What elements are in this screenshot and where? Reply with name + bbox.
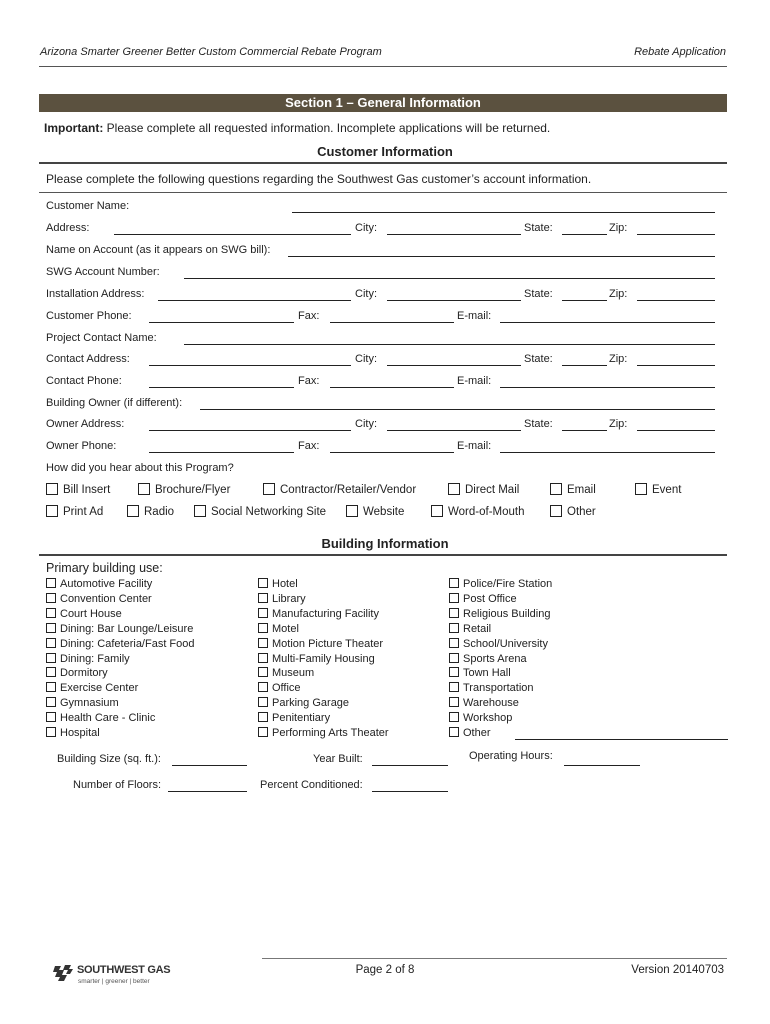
- building-use-gymnasium[interactable]: [46, 696, 119, 711]
- building-use-parking-garage[interactable]: [258, 696, 349, 711]
- building-use-exercise-center[interactable]: [46, 681, 138, 696]
- address-field[interactable]: [114, 234, 351, 237]
- checkbox[interactable]: [46, 578, 56, 588]
- operating-hours-field[interactable]: [564, 765, 640, 768]
- logo-name: SOUTHWEST GAS: [77, 964, 171, 976]
- name-on-account-field[interactable]: [288, 256, 715, 259]
- project-contact-label: Project Contact Name:: [46, 332, 157, 344]
- swg-account-field[interactable]: [184, 278, 715, 281]
- checkbox[interactable]: [449, 727, 459, 737]
- customer-email-field[interactable]: [500, 322, 715, 325]
- operating-hours-label: Operating Hours:: [469, 750, 553, 762]
- building-use-manufacturing-facility[interactable]: [258, 607, 379, 622]
- state-label: State:: [524, 222, 553, 234]
- owner-phone-label: Owner Phone:: [46, 440, 117, 452]
- address-label: Address:: [46, 222, 90, 234]
- building-use-label: Multi-Family Housing: [272, 652, 375, 665]
- contact-phone-label: Contact Phone:: [46, 375, 122, 387]
- logo-tagline: smarter | greener | better: [78, 978, 150, 985]
- building-rule: [39, 554, 727, 556]
- percent-conditioned-label: Percent Conditioned:: [260, 779, 363, 791]
- installation-city-field[interactable]: [387, 300, 521, 303]
- checkbox[interactable]: [46, 608, 56, 618]
- contact-zip-field[interactable]: [637, 365, 715, 368]
- checkbox[interactable]: [46, 483, 58, 495]
- header-rule: [39, 66, 727, 67]
- version: Version 20140703: [631, 964, 724, 976]
- primary-use-label: Primary building use:: [46, 561, 163, 575]
- building-use-label: Automotive Facility: [60, 578, 153, 590]
- building-use-penitentiary[interactable]: [258, 711, 330, 726]
- contact-zip-label: Zip:: [609, 353, 628, 365]
- contact-city-label: City:: [355, 353, 377, 365]
- hear-option-event[interactable]: Event: [635, 483, 681, 496]
- contact-email-field[interactable]: [500, 387, 715, 390]
- checkbox[interactable]: [258, 712, 268, 722]
- building-use-label: Penitentiary: [272, 712, 331, 725]
- building-use-court-house[interactable]: [46, 607, 122, 622]
- project-contact-field[interactable]: [184, 344, 715, 347]
- owner-state-field[interactable]: [562, 430, 607, 433]
- checkbox[interactable]: [46, 623, 56, 633]
- building-owner-label: Building Owner (if different):: [46, 397, 183, 409]
- contact-fax-field[interactable]: [330, 387, 454, 390]
- building-use-label: School/University: [463, 637, 548, 650]
- building-use-label: Post Office: [463, 592, 517, 605]
- owner-zip-field[interactable]: [637, 430, 715, 433]
- building-use-label: Retail: [463, 622, 492, 635]
- building-use-health-care-clinic[interactable]: [46, 711, 155, 726]
- customer-fax-label: Fax:: [298, 310, 320, 322]
- checkbox[interactable]: [46, 727, 56, 737]
- checkbox[interactable]: [258, 667, 268, 677]
- building-use-label: Museum: [272, 667, 315, 680]
- hear-question: How did you hear about this Program?: [46, 462, 234, 474]
- page-number: Page 2 of 8: [355, 964, 415, 976]
- year-built-label: Year Built:: [313, 753, 363, 765]
- building-use-dormitory[interactable]: [46, 666, 108, 681]
- checkbox[interactable]: [258, 593, 268, 603]
- contact-email-label: E-mail:: [457, 375, 492, 387]
- checkbox[interactable]: [258, 638, 268, 648]
- year-built-field[interactable]: [372, 765, 448, 768]
- building-use-post-office[interactable]: [449, 592, 517, 607]
- building-use-label: Performing Arts Theater: [272, 727, 389, 739]
- building-size-label: Building Size (sq. ft.):: [57, 753, 161, 765]
- building-use-performing-arts-theater[interactable]: [258, 726, 389, 741]
- program-title: Arizona Smarter Greener Better Custom Commercial Rebate Program: [40, 46, 382, 58]
- checkbox[interactable]: [449, 578, 459, 588]
- building-use-label: Sports Arena: [463, 652, 527, 665]
- contact-fax-label: Fax:: [298, 375, 320, 387]
- hear-option-print-ad[interactable]: Print Ad: [46, 505, 103, 518]
- building-use-dining-family[interactable]: [46, 652, 130, 667]
- building-use-label: Transportation: [463, 682, 534, 695]
- building-owner-field[interactable]: [200, 409, 715, 412]
- owner-fax-field[interactable]: [330, 452, 454, 455]
- building-use-label: Police/Fire Station: [463, 578, 553, 590]
- contact-city-field[interactable]: [387, 365, 521, 368]
- customer-name-label: Customer Name:: [46, 200, 130, 212]
- customer-email-label: E-mail:: [457, 310, 492, 322]
- building-use-automotive-facility[interactable]: [46, 577, 152, 592]
- building-use-school-university[interactable]: [449, 637, 548, 652]
- building-use-office[interactable]: [258, 681, 301, 696]
- important-label: Important:: [44, 121, 104, 135]
- zip-field[interactable]: [637, 234, 715, 237]
- city-field[interactable]: [387, 234, 521, 237]
- hear-option-website[interactable]: Website: [346, 505, 404, 518]
- owner-fax-label: Fax:: [298, 440, 320, 452]
- building-use-label: Convention Center: [60, 592, 152, 605]
- name-on-account-label: Name on Account (as it appears on SWG bill):: [46, 244, 271, 256]
- building-use-motion-picture-theater[interactable]: [258, 637, 383, 652]
- building-use-label: Dormitory: [60, 667, 108, 680]
- checkbox[interactable]: [46, 712, 56, 722]
- building-use-workshop[interactable]: [449, 711, 512, 726]
- hear-option-brochure[interactable]: Brochure/Flyer: [138, 483, 230, 496]
- checkbox[interactable]: [258, 608, 268, 618]
- owner-city-label: City:: [355, 418, 377, 430]
- building-use-other-field[interactable]: [515, 739, 728, 742]
- contact-phone-field[interactable]: [149, 387, 294, 390]
- building-use-dining-cafeteria-fast-food[interactable]: [46, 637, 195, 652]
- building-use-hotel[interactable]: [258, 577, 298, 592]
- document-title: Rebate Application: [634, 46, 726, 58]
- building-use-label: Parking Garage: [272, 697, 350, 710]
- building-use-multi-family-housing[interactable]: [258, 652, 375, 667]
- hear-option-other[interactable]: Other: [550, 505, 596, 518]
- building-use-religious-building[interactable]: [449, 607, 550, 622]
- percent-conditioned-field[interactable]: [372, 791, 448, 794]
- building-use-label: Health Care - Clinic: [60, 712, 156, 725]
- building-use-label: Other: [463, 727, 491, 739]
- checkbox[interactable]: [46, 697, 56, 707]
- building-use-label: Court House: [60, 607, 122, 620]
- building-use-label: Exercise Center: [60, 682, 139, 695]
- building-use-label: Religious Building: [463, 607, 551, 620]
- building-use-convention-center[interactable]: [46, 592, 152, 607]
- checkbox[interactable]: [346, 505, 358, 517]
- checkbox[interactable]: [258, 697, 268, 707]
- building-use-museum[interactable]: [258, 666, 314, 681]
- floors-label: Number of Floors:: [73, 779, 162, 791]
- checkbox[interactable]: [635, 483, 647, 495]
- checkbox[interactable]: [449, 712, 459, 722]
- building-use-warehouse[interactable]: [449, 696, 519, 711]
- checkbox[interactable]: [550, 505, 562, 517]
- checkbox[interactable]: [449, 697, 459, 707]
- installation-zip-field[interactable]: [637, 300, 715, 303]
- checkbox[interactable]: [194, 505, 206, 517]
- building-use-retail[interactable]: [449, 622, 491, 637]
- building-use-library[interactable]: [258, 592, 306, 607]
- building-use-dining-bar-lounge-leisure[interactable]: [46, 622, 193, 637]
- checkbox[interactable]: [258, 682, 268, 692]
- building-size-field[interactable]: [172, 765, 247, 768]
- owner-email-field[interactable]: [500, 452, 715, 455]
- owner-state-label: State:: [524, 418, 553, 430]
- checkbox[interactable]: [449, 667, 459, 677]
- checkbox[interactable]: [550, 483, 562, 495]
- building-use-label: Gymnasium: [60, 697, 119, 710]
- checkbox[interactable]: [449, 608, 459, 618]
- checkbox[interactable]: [263, 483, 275, 495]
- hear-option-contractor[interactable]: Contractor/Retailer/Vendor: [263, 483, 416, 496]
- building-use-label: Warehouse: [463, 697, 519, 710]
- contact-address-label: Contact Address:: [46, 353, 130, 365]
- building-use-sports-arena[interactable]: [449, 652, 527, 667]
- owner-address-field[interactable]: [149, 430, 351, 433]
- installation-state-label: State:: [524, 288, 553, 300]
- owner-address-label: Owner Address:: [46, 418, 125, 430]
- building-use-label: Dining: Bar Lounge/Leisure: [60, 622, 194, 635]
- customer-rule-top: [39, 162, 727, 164]
- owner-email-label: E-mail:: [457, 440, 492, 452]
- hear-option-social[interactable]: Social Networking Site: [194, 505, 326, 518]
- checkbox[interactable]: [46, 682, 56, 692]
- building-use-label: Dining: Family: [60, 652, 130, 665]
- checkbox[interactable]: [46, 638, 56, 648]
- important-text: Please complete all requested information. Incomplete applications will be returned.: [106, 121, 551, 135]
- zip-label: Zip:: [609, 222, 628, 234]
- installation-city-label: City:: [355, 288, 377, 300]
- checkbox[interactable]: [431, 505, 443, 517]
- customer-fax-field[interactable]: [330, 322, 454, 325]
- hear-option-bill-insert[interactable]: Bill Insert: [46, 483, 110, 496]
- building-use-label: Hotel: [272, 578, 298, 590]
- building-info-title: Building Information: [321, 536, 449, 551]
- contact-state-label: State:: [524, 353, 553, 365]
- installation-zip-label: Zip:: [609, 288, 628, 300]
- checkbox[interactable]: [449, 593, 459, 603]
- building-use-motel[interactable]: [258, 622, 299, 637]
- checkbox[interactable]: [449, 682, 459, 692]
- customer-phone-field[interactable]: [149, 322, 294, 325]
- important-note: [44, 121, 550, 135]
- checkbox[interactable]: [46, 593, 56, 603]
- hear-option-email[interactable]: Email: [550, 483, 596, 496]
- checkbox[interactable]: [127, 505, 139, 517]
- checkbox[interactable]: [449, 638, 459, 648]
- installation-state-field[interactable]: [562, 300, 607, 303]
- city-label: City:: [355, 222, 377, 234]
- footer-rule: [262, 958, 727, 959]
- owner-zip-label: Zip:: [609, 418, 628, 430]
- customer-phone-label: Customer Phone:: [46, 310, 132, 322]
- checkbox[interactable]: [258, 653, 268, 663]
- hear-option-word-of-mouth[interactable]: Word-of-Mouth: [431, 505, 524, 518]
- checkbox[interactable]: [258, 623, 268, 633]
- customer-name-field[interactable]: [292, 212, 715, 215]
- building-use-label: Workshop: [463, 712, 513, 725]
- building-use-town-hall[interactable]: [449, 666, 511, 681]
- floors-field[interactable]: [168, 791, 247, 794]
- hear-option-direct-mail[interactable]: Direct Mail: [448, 483, 519, 496]
- building-use-label: Manufacturing Facility: [272, 607, 379, 620]
- customer-rule-bottom: [39, 192, 727, 193]
- building-use-hospital[interactable]: [46, 726, 100, 741]
- installation-address-label: Installation Address:: [46, 288, 145, 300]
- owner-city-field[interactable]: [387, 430, 521, 433]
- customer-intro: Please complete the following questions regarding the Southwest Gas customer’s account information.: [46, 172, 592, 186]
- building-use-other[interactable]: [449, 726, 491, 741]
- customer-info-title: Customer Information: [317, 144, 453, 159]
- checkbox[interactable]: [258, 727, 268, 737]
- contact-address-field[interactable]: [149, 365, 351, 368]
- checkbox[interactable]: [46, 653, 56, 663]
- checkbox[interactable]: [46, 505, 58, 517]
- checkbox[interactable]: [449, 623, 459, 633]
- checkbox[interactable]: [449, 653, 459, 663]
- building-use-police-fire-station[interactable]: [449, 577, 552, 592]
- building-use-label: Library: [272, 592, 306, 605]
- checkbox[interactable]: [258, 578, 268, 588]
- checkbox[interactable]: [138, 483, 150, 495]
- building-use-label: Hospital: [60, 727, 100, 739]
- contact-state-field[interactable]: [562, 365, 607, 368]
- installation-address-field[interactable]: [158, 300, 351, 303]
- checkbox[interactable]: [448, 483, 460, 495]
- building-use-label: Town Hall: [463, 667, 511, 680]
- building-use-label: Motion Picture Theater: [272, 637, 384, 650]
- state-field[interactable]: [562, 234, 607, 237]
- section-title: Section 1 – General Information: [39, 94, 727, 112]
- swg-account-label: SWG Account Number:: [46, 266, 160, 278]
- building-use-label: Dining: Cafeteria/Fast Food: [60, 637, 195, 650]
- building-use-transportation[interactable]: [449, 681, 534, 696]
- building-use-label: Office: [272, 682, 301, 695]
- owner-phone-field[interactable]: [149, 452, 294, 455]
- hear-option-radio[interactable]: Radio: [127, 505, 174, 518]
- building-use-label: Motel: [272, 622, 299, 635]
- checkbox[interactable]: [46, 667, 56, 677]
